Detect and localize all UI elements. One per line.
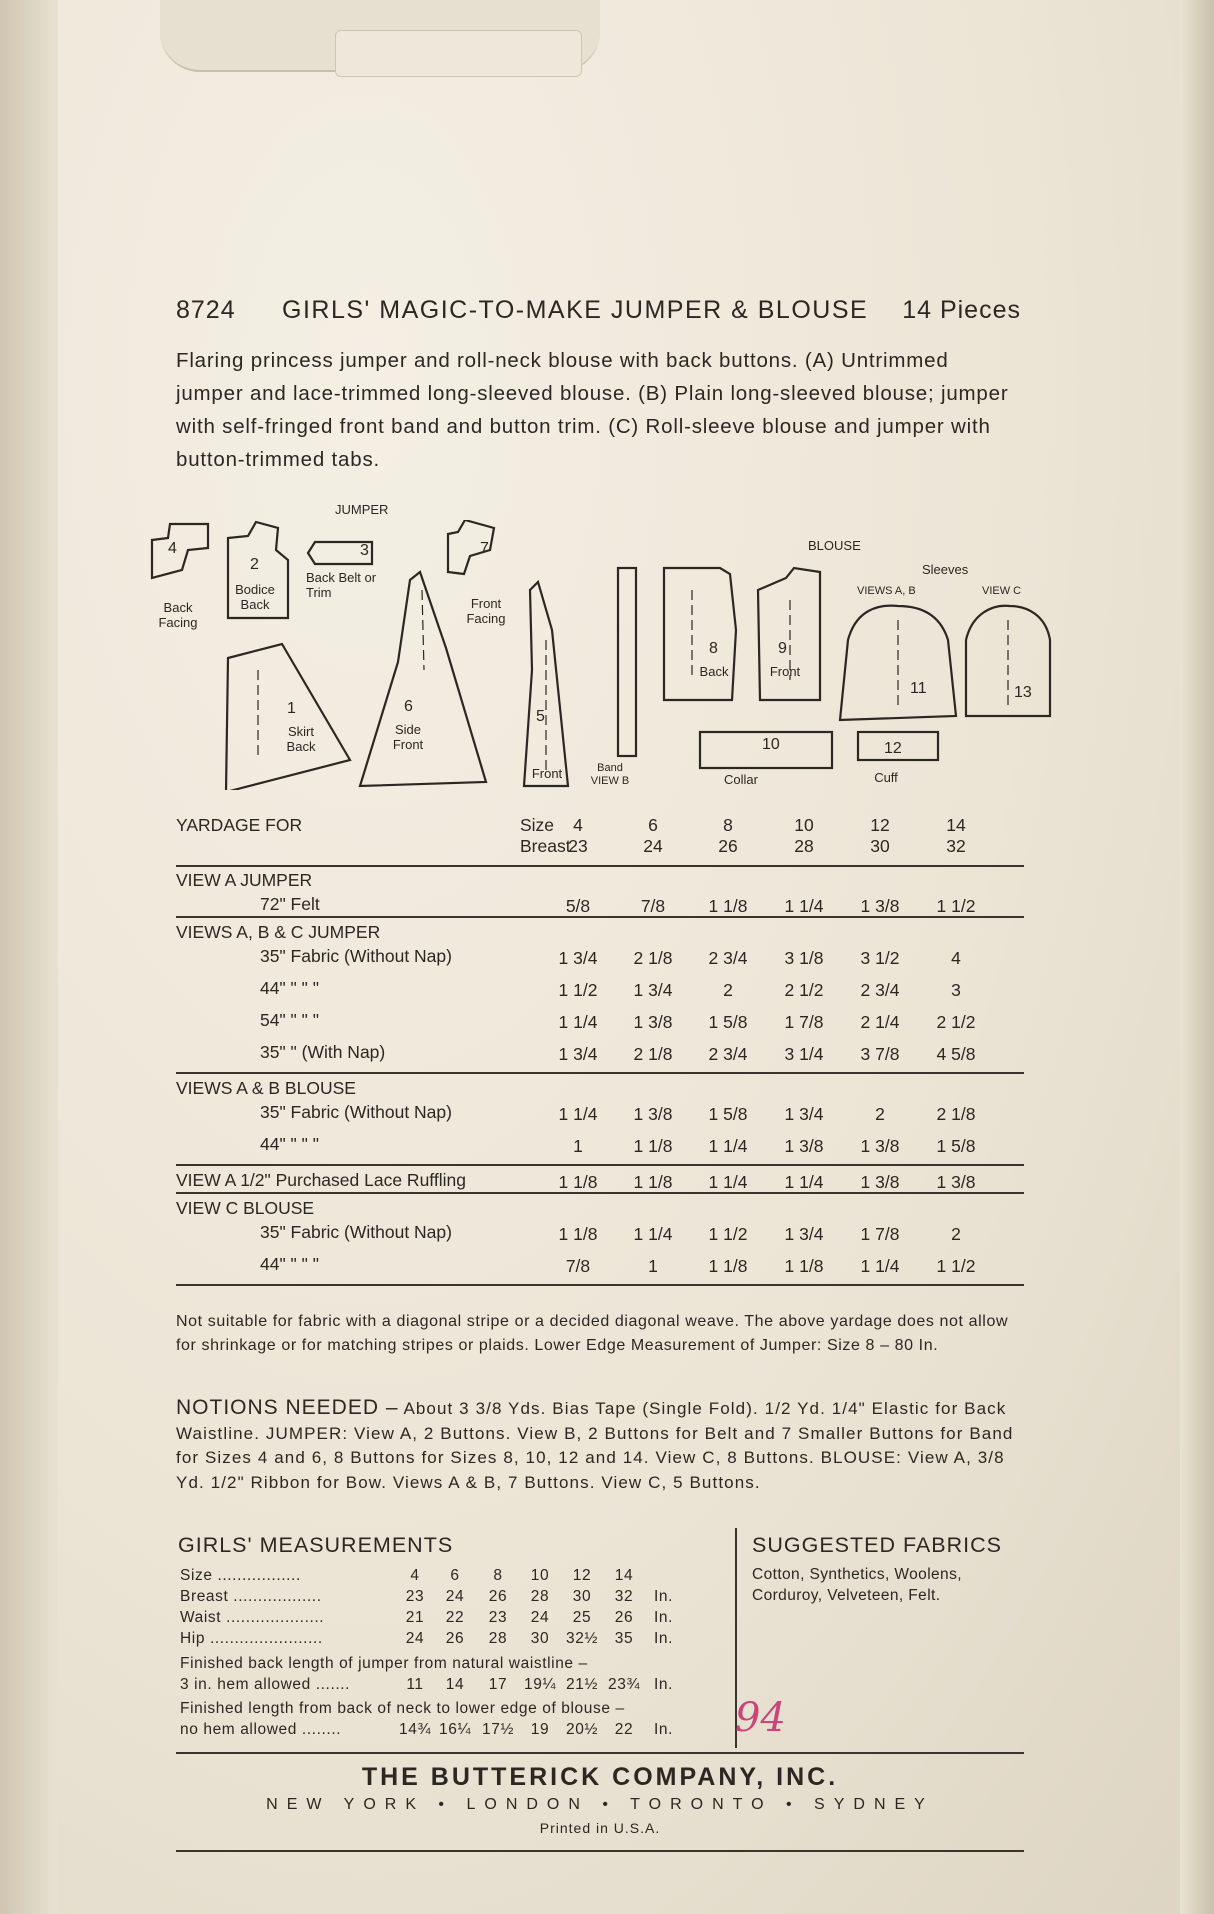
yardage-value: 7/8 — [640, 896, 666, 916]
measurement-value: 24 — [445, 1588, 465, 1605]
finished-jumper-label-2: 3 in. hem allowed ....... — [180, 1676, 351, 1693]
pattern-pieces-svg — [140, 520, 1060, 790]
suggested-fabrics — [752, 1533, 1032, 1606]
measurement-value: 26 — [614, 1609, 634, 1626]
yardage-value: 4 — [951, 948, 961, 968]
measurement-label: Waist .................... — [180, 1609, 325, 1626]
piece-num-9: 9 — [778, 640, 787, 657]
measurement-label: Hip ....................... — [180, 1630, 323, 1647]
finished-blouse-value: 20½ — [566, 1721, 598, 1738]
finished-jumper-value: 11 — [406, 1676, 424, 1693]
yardage-value: 2 1/2 — [784, 980, 824, 1000]
yardage-value: 3 — [951, 980, 961, 1000]
yardage-value: 3 7/8 — [860, 1044, 900, 1064]
measurements-title: GIRLS' MEASUREMENTS — [178, 1533, 454, 1557]
piece-sleeve-ab — [840, 606, 956, 720]
yardage-row-label: 72" Felt — [260, 894, 320, 914]
pieces-count: 14 Pieces — [902, 296, 1021, 324]
piece-num-3: 3 — [360, 542, 369, 559]
breast-label: Breast — [520, 836, 571, 856]
measurement-value: 12 — [572, 1567, 592, 1584]
company-cities: NEW YORK • LONDON • TORONTO • SYDNEY — [266, 1796, 934, 1813]
finished-jumper-value: 23¾ — [608, 1676, 640, 1693]
measurement-value: 23 — [405, 1588, 425, 1605]
envelope-right-edge — [1180, 0, 1214, 1914]
company-name: THE BUTTERICK COMPANY, INC. — [361, 1763, 839, 1791]
size-value: 14 — [946, 815, 966, 835]
yardage-row-label: 35" Fabric (Without Nap) — [260, 1102, 452, 1122]
yardage-row-label: 44" " " " — [260, 1254, 319, 1274]
yardage-heading: YARDAGE FOR — [176, 815, 303, 835]
yardage-rule — [176, 1072, 1024, 1074]
breast-value: 30 — [870, 836, 890, 856]
measurement-value: 28 — [530, 1588, 550, 1605]
yardage-value: 1 1/4 — [708, 1136, 748, 1156]
yardage-value: 5/8 — [565, 896, 591, 916]
yardage-value: 2 1/8 — [633, 1044, 673, 1064]
measurement-value: 4 — [410, 1567, 420, 1584]
breast-value: 28 — [794, 836, 814, 856]
piece-num-7: 7 — [480, 540, 489, 557]
piece-side-front — [360, 572, 486, 786]
yardage-value: 1 3/8 — [633, 1012, 673, 1032]
yardage-value: 1 1/4 — [708, 1172, 748, 1192]
footer-rule-top — [176, 1752, 1024, 1754]
finished-blouse-label-2: no hem allowed ........ — [180, 1721, 342, 1738]
finished-blouse-unit: In. — [654, 1721, 674, 1738]
yardage-value: 1 1/8 — [708, 1256, 748, 1276]
piece-label-bodice-back: Bodice Back — [235, 582, 275, 612]
piece-label-band: Band VIEW B — [590, 762, 630, 787]
yardage-value: 1 7/8 — [860, 1224, 900, 1244]
piece-sleeve-c — [966, 606, 1050, 716]
piece-label-blouse-back: Back — [699, 664, 729, 679]
yardage-value: 1 7/8 — [784, 1012, 824, 1032]
finished-jumper-value: 19¼ — [524, 1676, 556, 1693]
yardage-group-title: VIEW A 1/2" Purchased Lace Ruffling — [176, 1170, 466, 1190]
finished-blouse-label: Finished length from back of neck to lower edge of blouse – — [180, 1700, 625, 1717]
finished-jumper-row — [180, 1676, 740, 1696]
yardage-value: 1 1/2 — [936, 896, 976, 916]
measurement-value: 28 — [488, 1630, 508, 1647]
yardage-value: 7/8 — [565, 1256, 591, 1276]
yardage-value: 1 1/4 — [784, 896, 824, 916]
piece-label-front-facing: Front Facing — [466, 596, 506, 626]
fabric-note: Not suitable for fabric with a diagonal stripe or a decided diagonal weave. The above yardage does not allow for shrinkage or for matching stripes or plaids. Lower Edge Measurement of Jumper: Size 8 – 80 In. — [176, 1313, 1009, 1354]
yardage-rule — [176, 865, 1024, 867]
yardage-row-label: 35" Fabric (Without Nap) — [260, 946, 452, 966]
measurement-value: 30 — [530, 1630, 550, 1647]
piece-label-side-front: Side Front — [392, 722, 424, 752]
printed-in: Printed in U.S.A. — [539, 1820, 661, 1836]
measurement-value: 32½ — [566, 1630, 598, 1647]
yardage-value: 1 1/2 — [936, 1256, 976, 1276]
piece-label-collar: Collar — [724, 772, 758, 787]
pattern-number: 8724 — [176, 296, 236, 324]
yardage-value: 1 1/8 — [558, 1224, 598, 1244]
measurement-value: 30 — [572, 1588, 592, 1605]
piece-num-12: 12 — [884, 740, 902, 757]
yardage-value: 1 1/4 — [558, 1104, 598, 1124]
piece-num-6: 6 — [404, 698, 413, 715]
piece-band — [618, 568, 636, 756]
measurement-value: 25 — [572, 1609, 592, 1626]
yardage-rule — [176, 1164, 1024, 1166]
size-label: Size — [520, 815, 555, 835]
piece-num-10: 10 — [762, 736, 780, 753]
notions-needed — [176, 1396, 1024, 1495]
piece-num-5: 5 — [536, 708, 545, 725]
yardage-value: 1 3/8 — [860, 1136, 900, 1156]
yardage-value: 3 1/2 — [860, 948, 900, 968]
yardage-value: 1 5/8 — [936, 1136, 976, 1156]
measurement-value: 26 — [488, 1588, 508, 1605]
measurement-unit: In. — [654, 1630, 674, 1647]
notions-heading: NOTIONS NEEDED – — [176, 1396, 399, 1419]
fabrics-title: SUGGESTED FABRICS — [752, 1533, 1002, 1557]
yardage-value: 4 5/8 — [936, 1044, 976, 1064]
yardage-value: 3 1/4 — [784, 1044, 824, 1064]
finished-jumper-label: Finished back length of jumper from natural waistline – — [180, 1655, 588, 1672]
piece-label-skirt-back: Skirt Back — [286, 724, 316, 754]
piece-label-blouse-front: Front — [769, 664, 801, 679]
measurement-value: 32 — [614, 1588, 634, 1605]
yardage-rule — [176, 916, 1024, 918]
size-value: 6 — [648, 815, 658, 835]
measurement-row — [180, 1609, 740, 1629]
yardage-group-title: VIEWS A & B BLOUSE — [176, 1078, 356, 1098]
yardage-value: 1 1/8 — [633, 1172, 673, 1192]
yardage-value: 2 — [875, 1104, 885, 1124]
yardage-value: 3 1/8 — [784, 948, 824, 968]
measurement-value: 23 — [488, 1609, 508, 1626]
breast-value: 23 — [568, 836, 588, 856]
piece-num-8: 8 — [709, 640, 718, 657]
piece-back-belt — [308, 542, 372, 564]
yardage-value: 2 3/4 — [860, 980, 900, 1000]
measurement-unit: In. — [654, 1609, 674, 1626]
yardage-value: 1 3/4 — [784, 1104, 824, 1124]
yardage-value: 1 3/8 — [633, 1104, 673, 1124]
fabrics-list: Cotton, Synthetics, Woolens, Corduroy, Velveteen, Felt. — [752, 1566, 962, 1604]
measurement-row — [180, 1588, 740, 1608]
yardage-value: 1 3/8 — [784, 1136, 824, 1156]
yardage-value: 1 3/4 — [784, 1224, 824, 1244]
measurement-row — [180, 1567, 740, 1587]
yardage-value: 1 1/8 — [633, 1136, 673, 1156]
views-ab-label: VIEWS A, B — [857, 585, 916, 597]
jumper-heading: JUMPER — [335, 502, 389, 517]
yardage-value: 2 — [723, 980, 733, 1000]
yardage-value: 1 1/4 — [784, 1172, 824, 1192]
yardage-value: 2 3/4 — [708, 1044, 748, 1064]
yardage-value: 2 1/8 — [936, 1104, 976, 1124]
yardage-value: 1 1/2 — [708, 1224, 748, 1244]
yardage-value: 1 — [648, 1256, 658, 1276]
yardage-value: 1 3/4 — [558, 1044, 598, 1064]
piece-num-13: 13 — [1014, 684, 1032, 701]
yardage-value: 2 1/4 — [860, 1012, 900, 1032]
piece-front-facing — [448, 520, 494, 574]
pattern-description: Flaring princess jumper and roll-neck blouse with back buttons. (A) Untrimmed jumper and lace-trimmed long-sleeved blouse. (B) Plain long-sleeved blouse; jumper with self-fringed front band and button trim. (C) Roll-sleeve blouse and jumper with button-trimmed tabs. — [176, 349, 1009, 471]
piece-blouse-front — [758, 568, 820, 700]
measurement-value: 22 — [445, 1609, 465, 1626]
measurement-value: 21 — [405, 1609, 425, 1626]
measurement-value: 24 — [530, 1609, 550, 1626]
piece-num-2: 2 — [250, 556, 259, 573]
yardage-value: 1 1/2 — [558, 980, 598, 1000]
yardage-value: 2 3/4 — [708, 948, 748, 968]
yardage-rule — [176, 1192, 1024, 1194]
yardage-value: 1 1/8 — [558, 1172, 598, 1192]
measurement-value: 26 — [445, 1630, 465, 1647]
size-value: 4 — [573, 815, 583, 835]
piece-label-back-facing: Back Facing — [158, 600, 198, 630]
piece-back-facing — [152, 524, 208, 578]
piece-bodice-back — [228, 522, 288, 618]
finished-jumper-value: 17 — [488, 1676, 508, 1693]
piece-num-4: 4 — [168, 540, 177, 557]
yardage-rule — [176, 1284, 1024, 1286]
finished-blouse-value: 16¼ — [439, 1721, 471, 1738]
envelope-left-edge — [0, 0, 58, 1914]
notions-text: About 3 3/8 Yds. Bias Tape (Single Fold). 1/2 Yd. 1/4" Elastic for Back Waistline. JUMPER: View A, 2 Buttons. View B, 2 Buttons for Belt and 7 Smaller Buttons for Band for Sizes 4 and 6, 8 Buttons for Sizes 8, 10, 12 and 14. View C, 8 Buttons. BLOUSE: View A, 3/8 Yd. 1/2" Ribbon for Bow. Views A & B, 7 Buttons. View C, 5 Buttons. — [176, 1399, 1014, 1492]
yardage-value: 1 1/4 — [860, 1256, 900, 1276]
measurement-value: 24 — [405, 1630, 425, 1647]
piece-label-cuff: Cuff — [874, 770, 898, 785]
yardage-row-label: 54" " " " — [260, 1010, 319, 1030]
yardage-value: 2 1/8 — [633, 948, 673, 968]
yardage-row-label: 44" " " " — [260, 978, 319, 998]
yardage-row-label: 35" Fabric (Without Nap) — [260, 1222, 452, 1242]
yardage-value: 1 1/4 — [633, 1224, 673, 1244]
yardage-value: 1 5/8 — [708, 1104, 748, 1124]
finished-blouse-value: 17½ — [482, 1721, 514, 1738]
measurement-row — [180, 1630, 740, 1650]
yardage-value: 1 — [573, 1136, 583, 1156]
yardage-value: 2 1/2 — [936, 1012, 976, 1032]
piece-label-back-belt: Back Belt or Trim — [306, 570, 377, 600]
piece-collar — [700, 732, 832, 768]
yardage-row-label: 35" " (With Nap) — [260, 1042, 386, 1062]
piece-label-front: Front — [531, 766, 563, 781]
measurement-value: 6 — [450, 1567, 460, 1584]
piece-num-11: 11 — [910, 680, 927, 697]
yardage-group-title: VIEW A JUMPER — [176, 870, 313, 890]
piece-front — [524, 582, 568, 786]
piece-cuff — [858, 732, 938, 760]
breast-value: 26 — [718, 836, 738, 856]
pencil-mark: 94 — [735, 1695, 786, 1741]
yardage-value: 1 3/4 — [633, 980, 673, 1000]
yardage-value: 1 5/8 — [708, 1012, 748, 1032]
sleeves-heading: Sleeves — [922, 562, 969, 577]
finished-blouse-row — [180, 1721, 740, 1741]
measurement-value: 8 — [493, 1567, 503, 1584]
piece-skirt-back — [226, 644, 350, 790]
size-value: 12 — [870, 815, 890, 835]
measurement-label: Size ................. — [180, 1567, 301, 1584]
yardage-group-title: VIEWS A, B & C JUMPER — [176, 922, 381, 942]
yardage-value: 2 — [951, 1224, 961, 1244]
yardage-group-title: VIEW C BLOUSE — [176, 1198, 315, 1218]
yardage-value: 1 3/8 — [860, 1172, 900, 1192]
finished-blouse-value: 22 — [614, 1721, 634, 1738]
size-value: 8 — [723, 815, 733, 835]
yardage-value: 1 1/8 — [708, 896, 748, 916]
yardage-row-label: 44" " " " — [260, 1134, 319, 1154]
piece-num-1: 1 — [287, 700, 296, 717]
measurement-value: 10 — [530, 1567, 550, 1584]
measurement-value: 35 — [614, 1630, 634, 1647]
finished-jumper-unit: In. — [654, 1676, 674, 1693]
breast-value: 24 — [643, 836, 663, 856]
finished-blouse-value: 14¾ — [399, 1721, 431, 1738]
view-c-label: VIEW C — [982, 585, 1022, 597]
breast-value: 32 — [946, 836, 966, 856]
yardage-value: 1 3/4 — [558, 948, 598, 968]
measurement-label: Breast .................. — [180, 1588, 322, 1605]
measurement-unit: In. — [654, 1588, 674, 1605]
size-value: 10 — [794, 815, 814, 835]
yardage-value: 1 3/8 — [936, 1172, 976, 1192]
footer-rule-bottom — [176, 1850, 1024, 1852]
blouse-heading: BLOUSE — [808, 538, 861, 553]
finished-jumper-value: 14 — [445, 1676, 465, 1693]
envelope-tab — [335, 30, 582, 77]
yardage-value: 1 1/4 — [558, 1012, 598, 1032]
pattern-title: GIRLS' MAGIC-TO-MAKE JUMPER & BLOUSE — [282, 296, 869, 324]
piece-blouse-back — [664, 568, 736, 700]
yardage-value: 1 1/8 — [784, 1256, 824, 1276]
yardage-value: 1 3/8 — [860, 896, 900, 916]
finished-jumper-value: 21½ — [566, 1676, 598, 1693]
measurement-value: 14 — [614, 1567, 634, 1584]
finished-blouse-value: 19 — [530, 1721, 550, 1738]
